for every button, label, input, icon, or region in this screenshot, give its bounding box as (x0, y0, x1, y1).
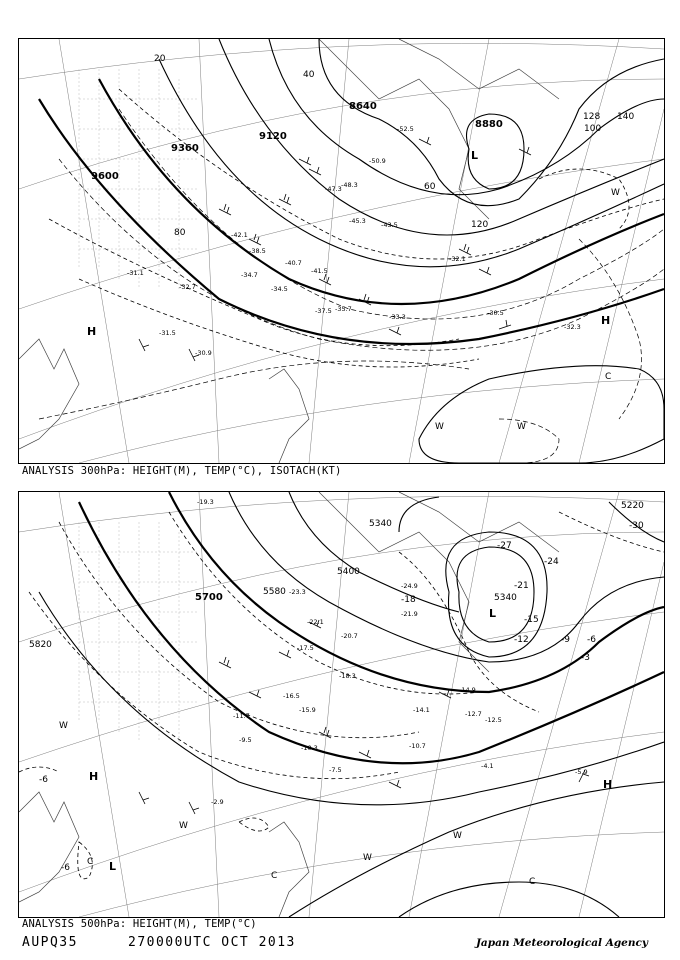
chart-code: AUPQ35 (22, 935, 78, 950)
chart-valid-time: 270000UTC OCT 2013 (128, 935, 296, 950)
temp-value: -32.1 (449, 255, 466, 263)
caption-500hpa: ANALYSIS 500hPa: HEIGHT(M), TEMP(°C) (22, 918, 257, 930)
warm-marker: W (59, 721, 68, 731)
station-value: -20.7 (341, 632, 358, 640)
map-300hpa-panel (18, 38, 665, 464)
station-value: -19.3 (197, 498, 214, 506)
wind-barbs (139, 137, 531, 361)
height-label: 9360 (171, 143, 199, 154)
isotach-label: 40 (303, 70, 315, 80)
height-label: 5820 (29, 640, 52, 650)
low-pressure-marker: L (109, 860, 117, 873)
height-label: 9120 (259, 131, 287, 142)
station-value: -14.9 (459, 686, 476, 694)
station-value: -14.1 (413, 706, 430, 714)
warm-marker: W (517, 422, 526, 432)
height-label: 5340 (494, 593, 517, 603)
temp-value: -34.7 (241, 271, 258, 279)
station-value: -10.7 (409, 742, 426, 750)
temp-value: -45.3 (349, 217, 366, 225)
cold-marker: C (605, 372, 612, 382)
temp-value: -30.9 (195, 349, 212, 357)
temp-value: -38.5 (249, 247, 266, 255)
isotach-contours (39, 109, 664, 463)
hatch-region (79, 522, 199, 742)
high-pressure-marker: H (87, 325, 97, 338)
height-contours (39, 492, 664, 917)
isotach-label: 140 (617, 112, 635, 122)
temp-value: -37.5 (315, 307, 332, 315)
high-pressure-marker: H (601, 314, 611, 327)
temp-label: -30 (629, 521, 644, 531)
temp-label: -18 (401, 595, 416, 605)
graticule (19, 39, 664, 463)
caption-300hpa: ANALYSIS 300hPa: HEIGHT(M), TEMP(°C), ISOTACH(KT) (22, 465, 342, 477)
height-label: 8880 (475, 119, 503, 130)
isotach-label: 100 (584, 124, 602, 134)
warm-marker: W (453, 831, 462, 841)
graticule (19, 492, 664, 917)
low-pressure-marker: L (471, 149, 479, 162)
station-value: -7.5 (329, 766, 342, 774)
temp-value: -52.5 (397, 125, 414, 133)
temp-value: -32.7 (179, 283, 196, 291)
temp-label: -6 (39, 775, 48, 785)
map-500hpa-panel (18, 491, 665, 918)
agency-name: Japan Meteorological Agency (475, 937, 648, 949)
temp-label: -3 (581, 653, 590, 663)
temp-value: -31.5 (159, 329, 176, 337)
station-value: -24.9 (401, 582, 418, 590)
station-value: -12.5 (485, 716, 502, 724)
temp-value: -43.5 (381, 221, 398, 229)
temp-label: -24 (544, 557, 559, 567)
map-500hpa (19, 492, 664, 917)
temp-value: -34.5 (271, 285, 288, 293)
map-300hpa (19, 39, 664, 463)
temp-value: -31.1 (127, 269, 144, 277)
temp-label: -21 (514, 581, 529, 591)
temp-value: -32.3 (564, 323, 581, 331)
station-value: -21.9 (401, 610, 418, 618)
temp-value: -48.3 (341, 181, 358, 189)
station-value: -9.5 (239, 736, 252, 744)
temp-value: -35.7 (335, 305, 352, 313)
high-pressure-marker: H (603, 778, 613, 791)
station-value: -16.5 (283, 692, 300, 700)
isotach-label: 60 (424, 182, 436, 192)
station-value: -15.9 (299, 706, 316, 714)
station-value: -23.3 (289, 588, 306, 596)
temp-value: -47.3 (325, 185, 342, 193)
height-label: 8640 (349, 101, 377, 112)
temp-value: -33.3 (389, 313, 406, 321)
temp-value: -40.7 (285, 259, 302, 267)
low-pressure-marker: L (489, 607, 497, 620)
station-value: -17.5 (297, 644, 314, 652)
station-value: -5.9 (575, 768, 588, 776)
station-value: -2.9 (211, 798, 224, 806)
height-label: 5220 (621, 501, 644, 511)
height-label: 9600 (91, 171, 119, 182)
temp-label: -9 (561, 635, 570, 645)
cold-marker: C (529, 877, 536, 887)
station-value: -18.3 (339, 672, 356, 680)
isotach-label: 120 (471, 220, 489, 230)
coastlines (19, 39, 559, 463)
station-value: -4.1 (481, 762, 494, 770)
temp-label: -6 (587, 635, 596, 645)
height-label: 5340 (369, 519, 392, 529)
temp-value: -30.5 (487, 309, 504, 317)
temp-label: -6 (61, 863, 70, 873)
temp-label: -15 (524, 615, 539, 625)
station-value: -10.3 (301, 744, 318, 752)
station-value: -12.7 (465, 710, 482, 718)
isotach-label: 128 (583, 112, 601, 122)
isotach-label: 20 (154, 54, 166, 64)
station-value: -11.7 (233, 712, 250, 720)
warm-marker: W (363, 853, 372, 863)
height-contours (39, 39, 664, 344)
temp-label: -12 (514, 635, 529, 645)
warm-marker: W (435, 422, 444, 432)
height-label: 5580 (263, 587, 286, 597)
height-label: 5700 (195, 592, 223, 603)
coastlines (19, 492, 559, 917)
temp-value: -42.1 (231, 231, 248, 239)
cold-marker: C (271, 871, 278, 881)
temp-label: -27 (497, 541, 512, 551)
high-pressure-marker: H (89, 770, 99, 783)
temp-value: -50.9 (369, 157, 386, 165)
temp-value: -41.5 (311, 267, 328, 275)
warm-marker: W (611, 188, 620, 198)
station-value: -22.1 (307, 618, 324, 626)
cold-marker: C (87, 857, 94, 867)
warm-marker: W (179, 821, 188, 831)
height-label: 5400 (337, 567, 360, 577)
isotach-label: 80 (174, 228, 186, 238)
